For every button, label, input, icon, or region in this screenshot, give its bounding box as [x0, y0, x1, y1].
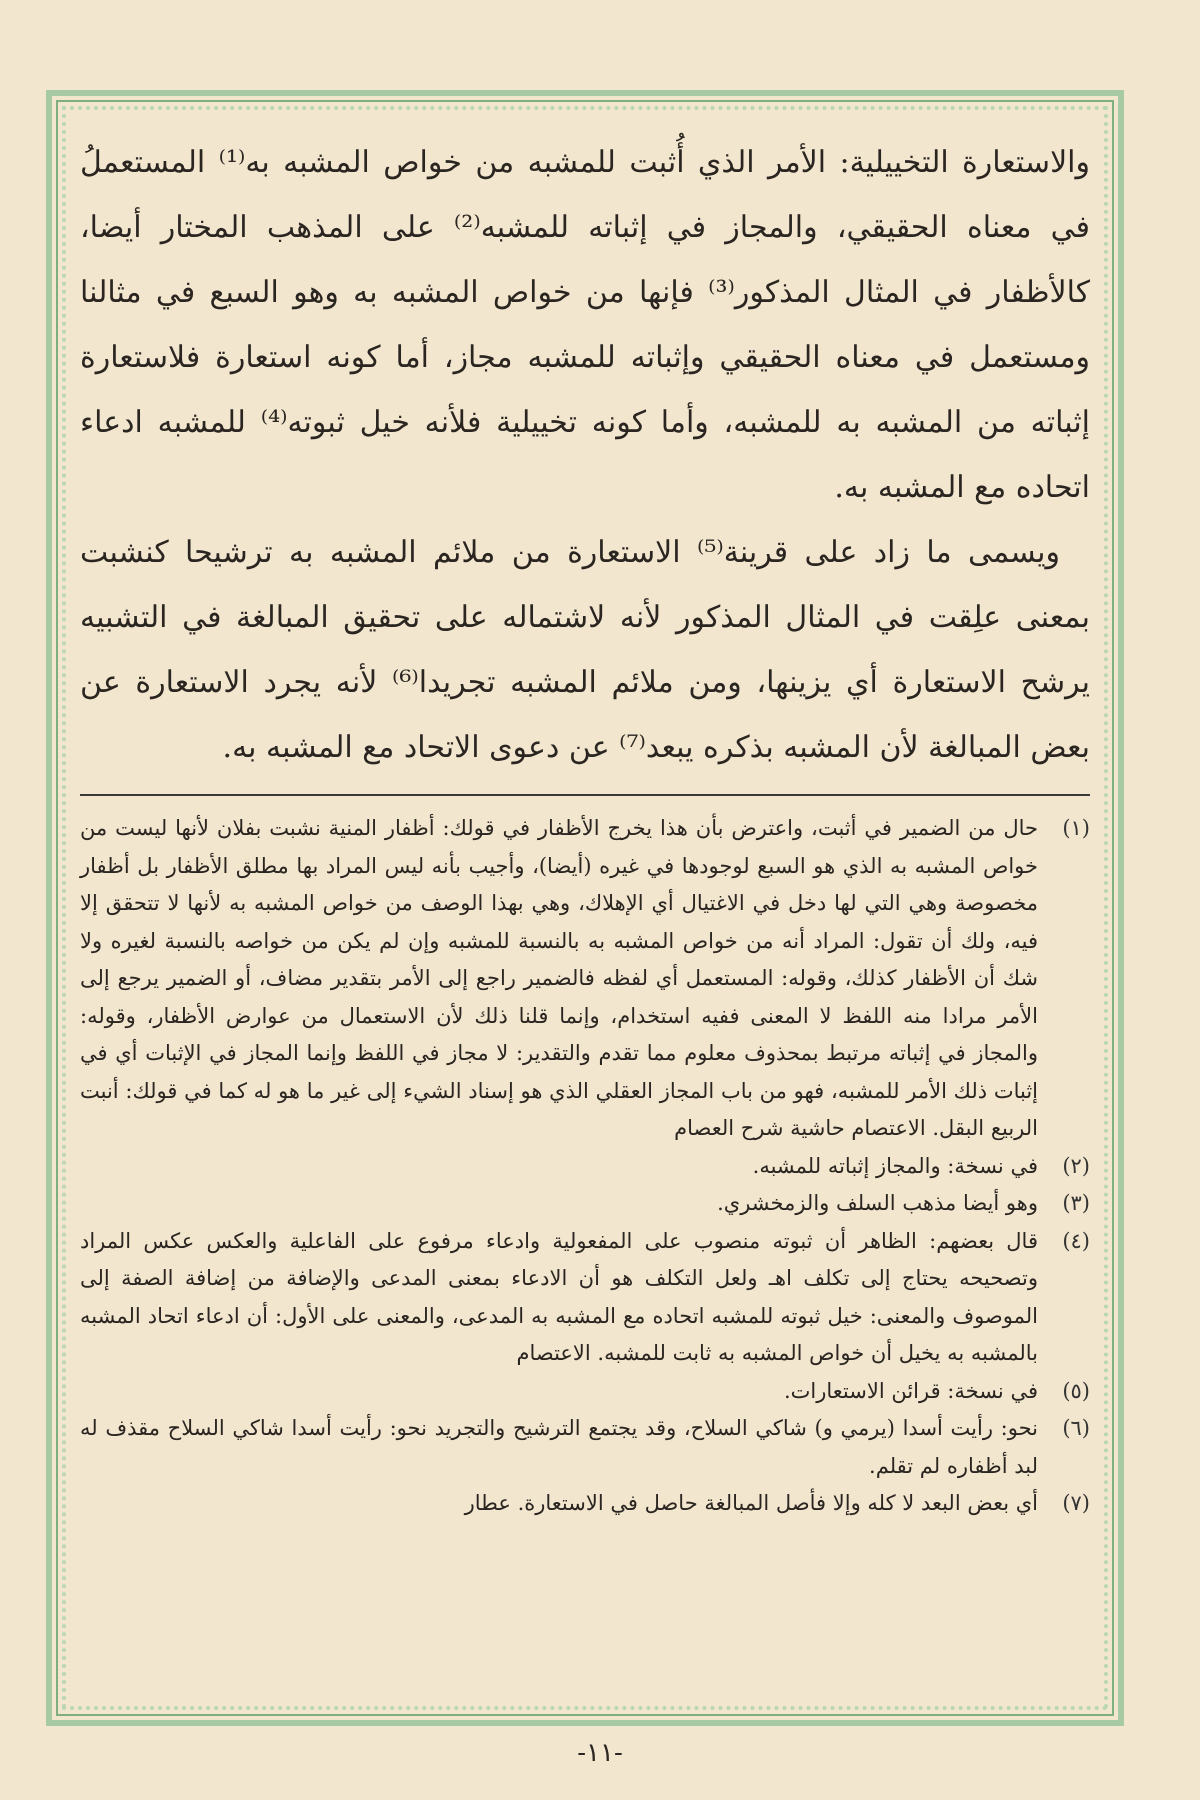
footnote-text: حال من الضمير في أثبت، واعترض بأن هذا يخرج الأظفار في قولك: أظفار المنية نشبت بفلان لأنها ليست من خواص المشبه به الذي هو السبع لوجودها في غيره (أيضا)، وأجيب بأنه ليس المراد بها مطلق الأظفار بل أظفار مخصوصة وهي التي لها دخل في الاغتيال أي الإهلاك، وهي بهذا الوصف من خواص المشبه به لأنها لا تتحقق إلا فيه، ولك أن تقول: المراد أنه من خواص المشبه به بالنسبة للمشبه وإن لم يكن من خواصه بالنسبة لغيره ولا شك أن الأظفار كذلك، وقوله: المستعمل أي لفظه فالضمير راجع إلى الأمر بتقدير مضاف، أو الضمير يرجع إلى الأمر مرادا منه اللفظ لا المعنى ففيه استخدام، وإنما قلنا ذلك لأن الاستعمال من عوارض الأظفار، وقوله: والمجاز في إثباته مرتبط بمحذوف معلوم مما تقدم والتقدير: لا مجاز في اللفظ وإنما المجاز في الإثبات أي في إثبات ذلك الأمر للمشبه، فهو من باب المجاز العقلي الذي هو إسناد الشيء إلى غير ما هو له كما في قولك: أنبت الربيع البقل. الاعتصام حاشية شرح العصام [80, 816, 1038, 1140]
footnote-number: (١) [1062, 816, 1090, 840]
main-text [80, 130, 1090, 780]
footnote-text: أي بعض البعد لا كله وإلا فأصل المبالغة حاصل في الاستعارة. عطار [464, 1491, 1038, 1515]
footnote [80, 1223, 1090, 1373]
footnote-text: في نسخة: قرائن الاستعارات. [783, 1378, 1038, 1403]
footnote-separator [80, 794, 1090, 796]
footnote-number: (٧) [1062, 1491, 1090, 1515]
footnote [80, 810, 1090, 1148]
paragraph: والاستعارة التخييلية: الأمر الذي أُثبت للمشبه من خواص المشبه به⁽¹⁾ المستعملُ في معناه الحقيقي، والمجاز في إثباته للمشبه⁽²⁾ على المذهب المختار أيضا، كالأظفار في المثال المذكور⁽³⁾ فإنها من خواص المشبه به وهو السبع في مثالنا ومستعمل في معناه الحقيقي وإثباته للمشبه مجاز، أما كونه استعارة فلاستعارة إثباته من المشبه به للمشبه، وأما كونه تخييلية فلأنه خيل ثبوته⁽⁴⁾ للمشبه ادعاء اتحاده مع المشبه به. [80, 145, 1090, 505]
footnote-number: (٣) [1062, 1191, 1090, 1215]
footnote [80, 1373, 1090, 1411]
footnote-text: نحو: رأيت أسدا (يرمي و) شاكي السلاح، وقد يجتمع الترشيح والتجريد نحو: رأيت أسدا شاكي السلاح مقذف له لبد أظفاره لم تقلم. [80, 1416, 1038, 1478]
footnote [80, 1148, 1090, 1186]
footnote-number: (٦) [1062, 1416, 1090, 1440]
footnotes [80, 810, 1090, 1523]
page-content [80, 130, 1090, 1690]
page-number: -١١- [577, 1738, 623, 1768]
footnote-text: قال بعضهم: الظاهر أن ثبوته منصوب على المفعولية وادعاء مرفوع على الفاعلية والعكس عكس المراد وتصحيحه يحتاج إلى تكلف اهـ ولعل التكلف هو أن الادعاء بمعنى المدعى والإضافة من إضافة الصفة إلى الموصوف والمعنى: خيل ثبوته للمشبه اتحاده مع المشبه به المدعى، والمعنى على الأول: أن ادعاء اتحاد المشبه بالمشبه به يخيل أن خواص المشبه به ثابت للمشبه. الاعتصام [80, 1228, 1038, 1365]
footnote [80, 1185, 1090, 1223]
footnote-number: (٢) [1062, 1153, 1090, 1178]
footnote-text: في نسخة: والمجاز إثباته للمشبه. [752, 1153, 1038, 1178]
paragraph: ويسمى ما زاد على قرينة⁽⁵⁾ الاستعارة من ملائم المشبه به ترشيحا كنشبت بمعنى علِقت في المثال المذكور لأنه لاشتماله على تحقيق المبالغة في التشبيه يرشح الاستعارة أي يزينها، ومن ملائم المشبه تجريدا⁽⁶⁾ لأنه يجرد الاستعارة عن بعض المبالغة لأن المشبه بذكره يبعد⁽⁷⁾ عن دعوى الاتحاد مع المشبه به. [80, 535, 1090, 765]
footnote-number: (٥) [1062, 1378, 1090, 1403]
footnote [80, 1485, 1090, 1523]
footnote [80, 1410, 1090, 1485]
footnote-number: (٤) [1062, 1228, 1090, 1253]
footnote-text: وهو أيضا مذهب السلف والزمخشري. [717, 1191, 1038, 1215]
